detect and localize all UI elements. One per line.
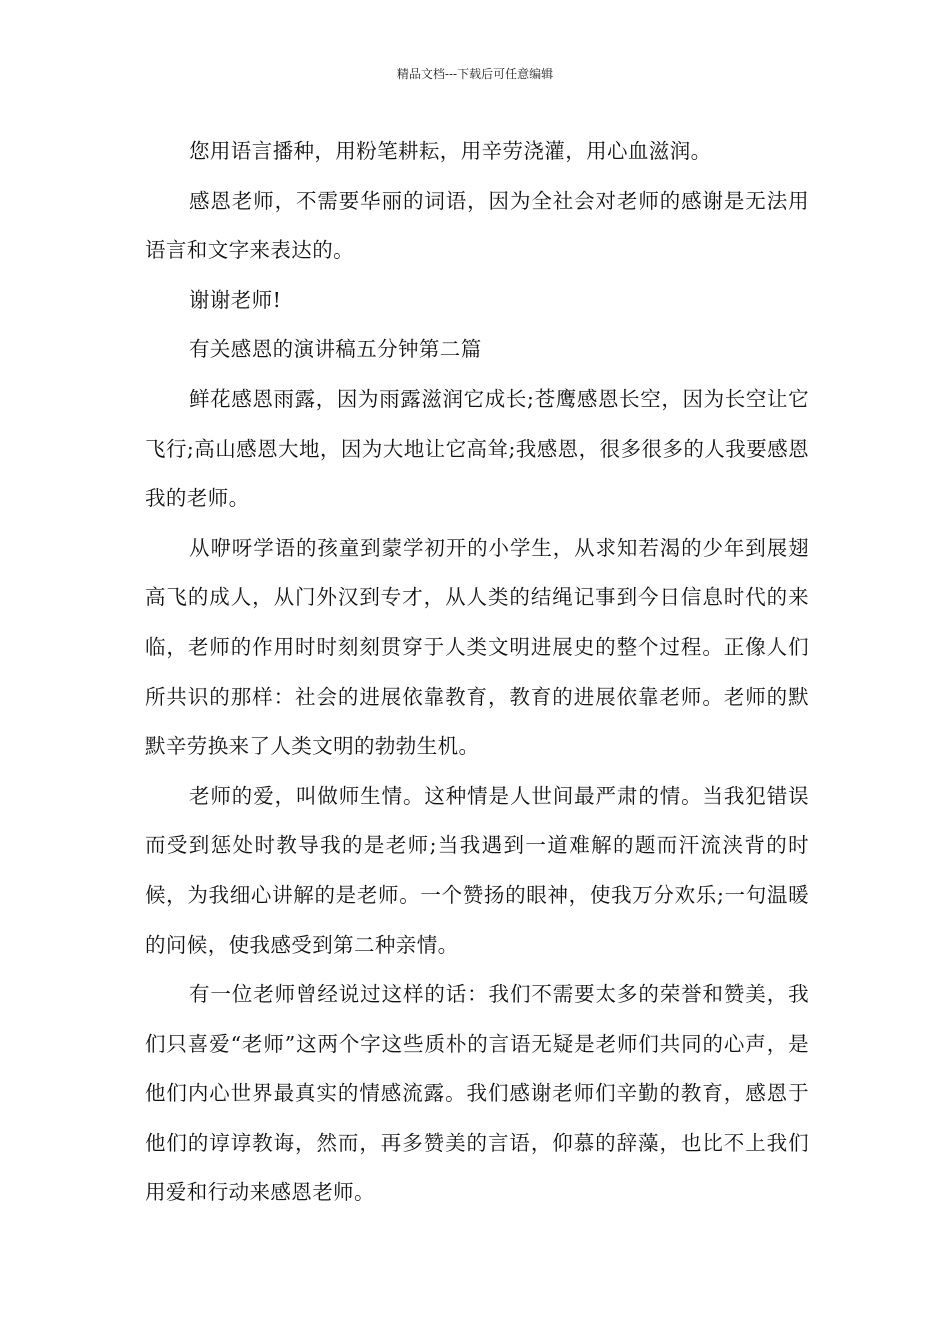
paragraph: 鲜花感恩雨露，因为雨露滋润它成长;苍鹰感恩长空，因为长空让它飞行;高山感恩大地，因为大地让它高耸;我感恩，很多很多的人我要感恩我的老师。 bbox=[145, 386, 809, 511]
paragraph: 从咿呀学语的孩童到蒙学初开的小学生，从求知若渴的少年到展翅高飞的成人，从门外汉到专才，从人类的结绳记事到今日信息时代的来临，老师的作用时时刻刻贯穿于人类文明进展史的整个过程。正像人们所共识的那样：社会的进展依靠教育，教育的进展依靠老师。老师的默默辛劳换来了人类文明的勃勃生机。 bbox=[145, 535, 809, 759]
page-header: 精品文档---下载后可任意编辑 bbox=[396, 67, 554, 81]
paragraph: 有一位老师曾经说过这样的话：我们不需要太多的荣誉和赞美，我们只喜爱“老师”这两个字这些质朴的言语无疑是老师们共同的心声，是他们内心世界最真实的情感流露。我们感谢老师们辛勤的教育，感恩于他们的谆谆教诲，然而，再多赞美的言语，仰慕的辞藻，也比不上我们用爱和行动来感恩老师。 bbox=[145, 982, 809, 1205]
document-body bbox=[145, 127, 809, 1218]
paragraph: 老师的爱，叫做师生情。这种情是人世间最严肃的情。当我犯错误而受到惩处时教导我的是老师;当我遇到一道难解的题而汗流浃背的时候，为我细心讲解的是老师。一个赞扬的眼神，使我万分欢乐;一句温暖的问候，使我感受到第二种亲情。 bbox=[145, 783, 809, 957]
section-heading: 有关感恩的演讲稿五分钟第二篇 bbox=[189, 337, 482, 362]
paragraph: 感恩老师，不需要华丽的词语，因为全社会对老师的感谢是无法用语言和文字来表达的。 bbox=[145, 188, 809, 263]
paragraph: 谢谢老师! bbox=[189, 287, 282, 312]
paragraph: 您用语言播种，用粉笔耕耘，用辛劳浇灌，用心血滋润。 bbox=[189, 139, 712, 163]
